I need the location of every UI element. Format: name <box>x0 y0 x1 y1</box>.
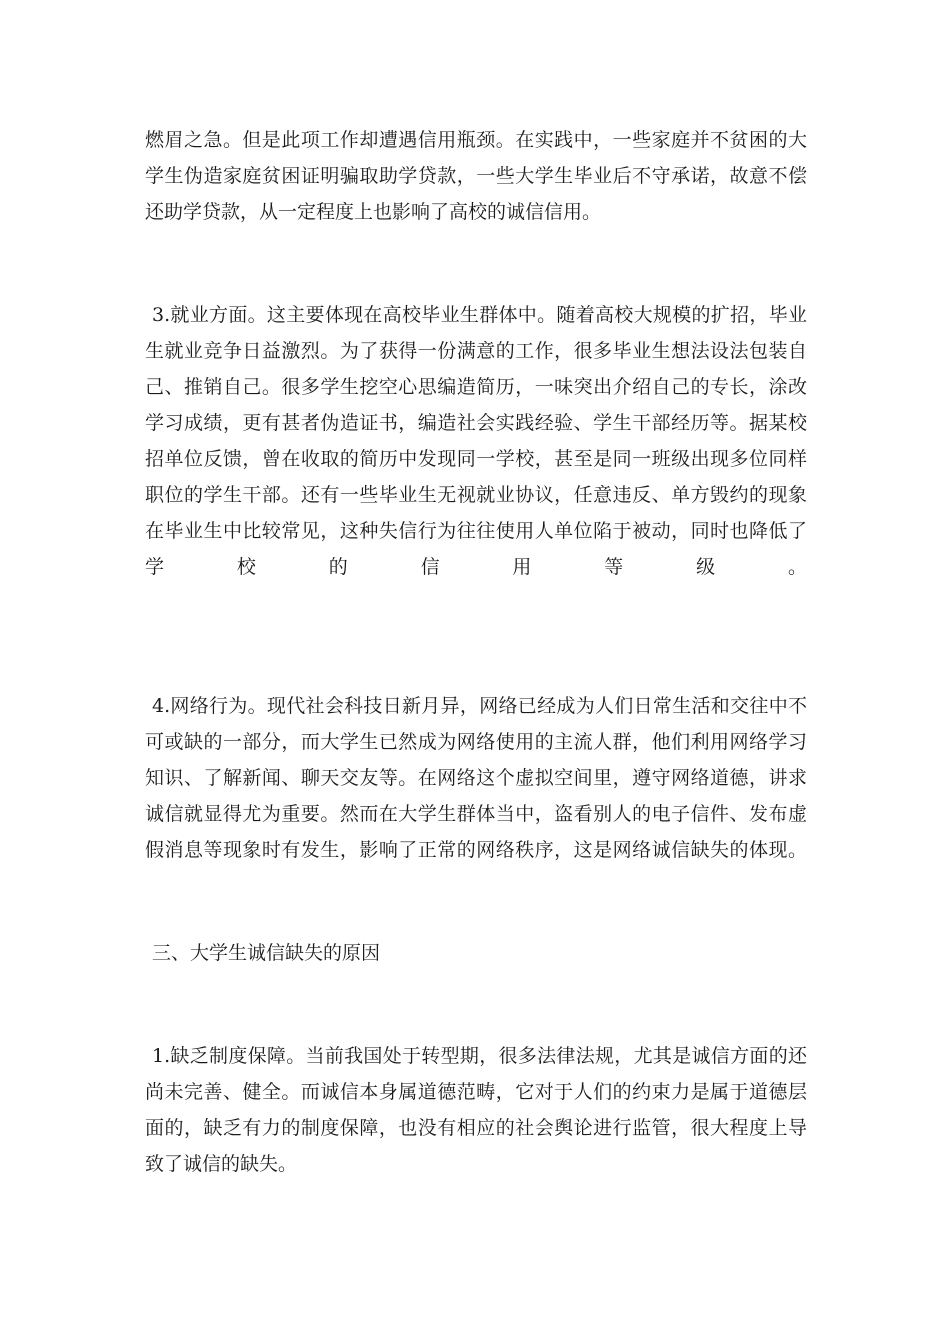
text-line: 4.网络行为。现代社会科技日新月异，网络已经成为人们日常生活和交往中不 <box>152 695 807 717</box>
text-line: 在毕业生中比较常见，这种失信行为往往使用人单位陷于被动，同时也降低了 <box>145 520 807 542</box>
text-line: 知识、了解新闻、聊天交友等。在网络这个虚拟空间里，遵守网络道德，讲求 <box>145 767 807 789</box>
text-line <box>145 590 807 616</box>
text-line: 学习成绩，更有甚者伪造证书，编造社会实践经验、学生干部经历等。据某校 <box>145 412 807 434</box>
text-line: 还助学贷款，从一定程度上也影响了高校的诚信信用。 <box>145 201 602 223</box>
text-line: 生就业竞争日益激烈。为了获得一份满意的工作，很多毕业生想法设法包装自 <box>145 340 807 362</box>
text-line: 职位的学生干部。还有一些毕业生无视就业协议，任意违反、单方毁约的现象 <box>145 484 807 506</box>
text-line: 致了诚信的缺失。 <box>145 1153 298 1175</box>
text-line: 招单位反馈，曾在收取的简历中发现同一学校，甚至是同一班级出现多位同样 <box>145 448 807 470</box>
text-line: 假消息等现象时有发生，影响了正常的网络秩序，这是网络诚信缺失的体现。 <box>145 839 807 861</box>
text-line: 尚未完善、健全。而诚信本身属道德范畴，它对于人们的约束力是属于道德层 <box>145 1081 807 1103</box>
text-line: 诚信就显得尤为重要。然而在大学生群体当中，盗看别人的电子信件、发布虚 <box>145 803 807 825</box>
text-line: 学生伪造家庭贫困证明骗取助学贷款，一些大学生毕业后不守承诺，故意不偿 <box>145 165 807 187</box>
heading-line: 三、大学生诚信缺失的原因 <box>152 942 381 964</box>
text-line: 3.就业方面。这主要体现在高校毕业生群体中。随着高校大规模的扩招，毕业 <box>152 304 807 326</box>
text-line: 1.缺乏制度保障。当前我国处于转型期，很多法律法规，尤其是诚信方面的还 <box>152 1045 807 1067</box>
text-line: 学校的信用等级。 <box>145 556 807 578</box>
text-line: 面的，缺乏有力的制度保障，也没有相应的社会舆论进行监管，很大程度上导 <box>145 1117 807 1139</box>
text-line: 可或缺的一部分，而大学生已然成为网络使用的主流人群，他们利用网络学习 <box>145 731 807 753</box>
text-line: 燃眉之急。但是此项工作却遭遇信用瓶颈。在实践中，一些家庭并不贫困的大 <box>145 129 807 151</box>
text-line: 己、推销自己。很多学生挖空心思编造简历，一味突出介绍自己的专长，涂改 <box>145 376 807 398</box>
